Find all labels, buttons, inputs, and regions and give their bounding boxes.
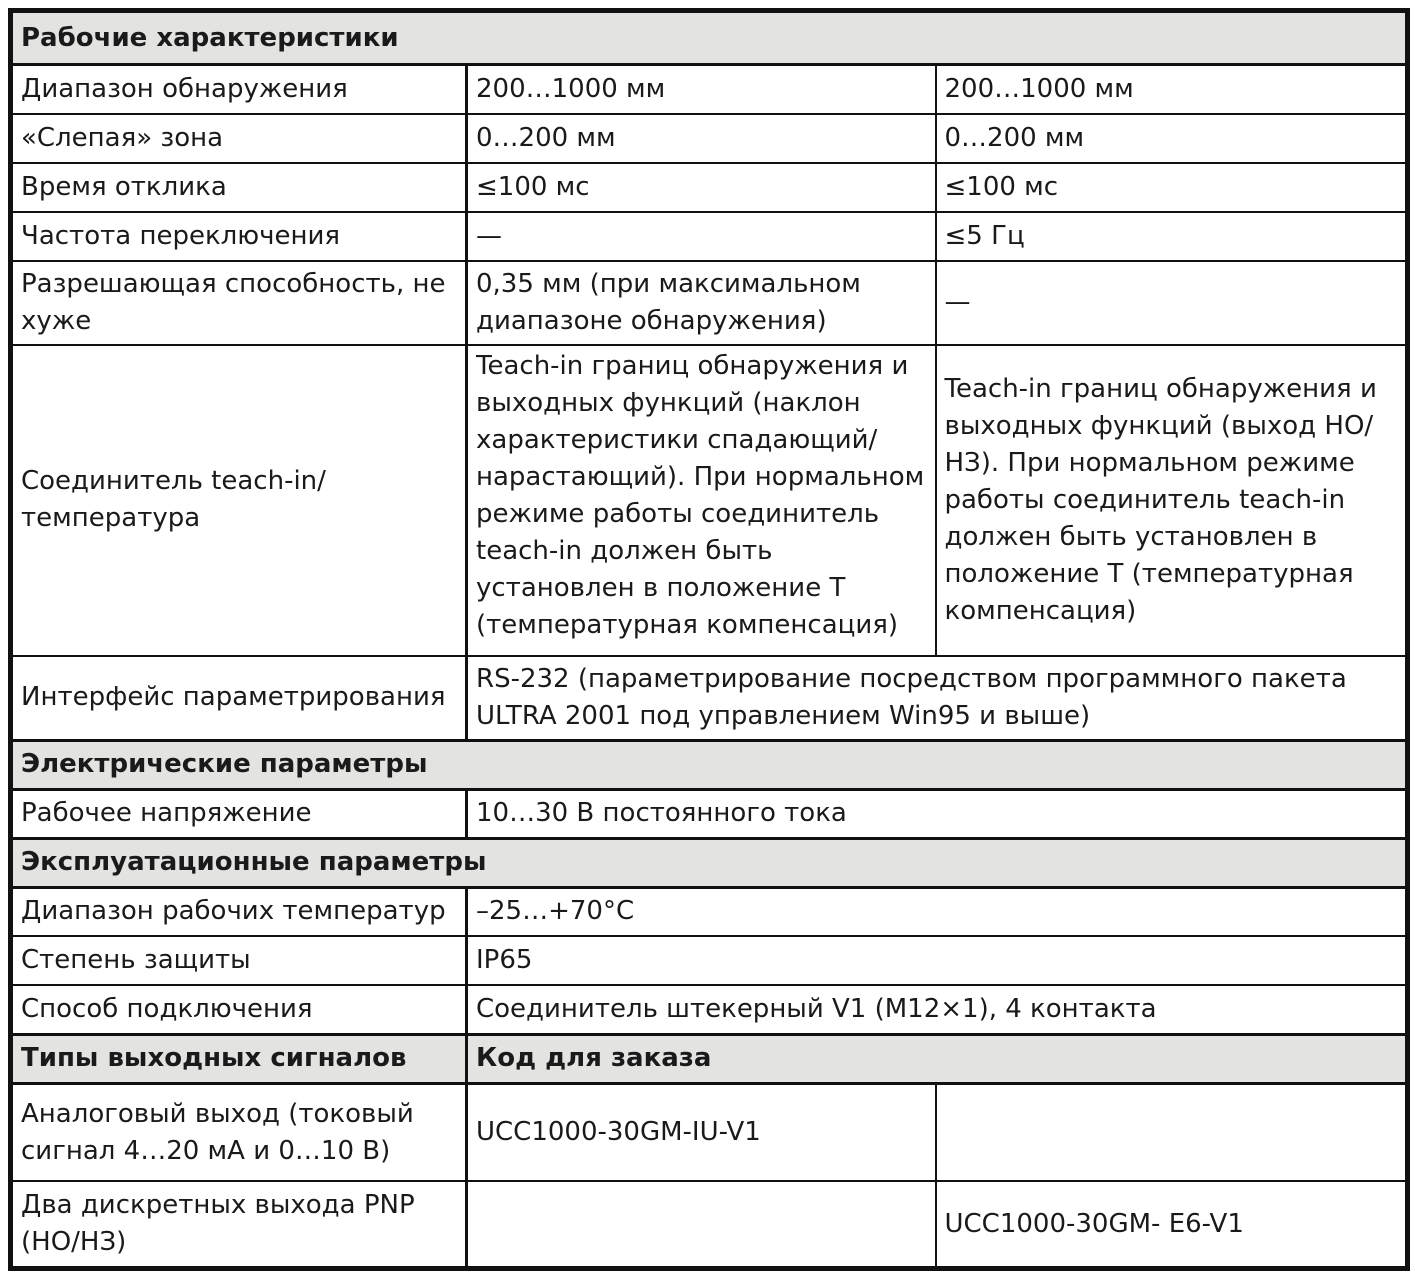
section-order	[11, 1034, 1408, 1083]
section-operating	[11, 11, 1408, 65]
label-digital-output: Два дискретных выхода PNP (НО/НЗ)	[11, 1181, 467, 1268]
value-supply-voltage: 10…30 В постоянного тока	[467, 789, 1408, 838]
value-blind-zone-1: 0…200 мм	[467, 114, 936, 163]
header-order-code: Код для заказа	[467, 1034, 1408, 1083]
label-protection: Степень защиты	[11, 936, 467, 985]
value-response-time-1: ≤100 мс	[467, 163, 936, 212]
label-resolution: Разрешающая способность, не хуже	[11, 261, 467, 345]
spec-sheet	[8, 8, 1405, 1271]
row-teach-in	[11, 345, 1408, 656]
row-switching-frequency	[11, 212, 1408, 261]
row-digital-output	[11, 1181, 1408, 1268]
section-title-exploitation: Эксплуатационные параметры	[11, 838, 1408, 887]
value-protection: IP65	[467, 936, 1408, 985]
row-response-time	[11, 163, 1408, 212]
row-temperature-range	[11, 887, 1408, 936]
section-title-operating: Рабочие характеристики	[11, 11, 1408, 65]
code-digital-output-2: UCC1000-30GM- E6-V1	[936, 1181, 1408, 1268]
specifications-table	[8, 8, 1410, 1271]
value-detection-range-1: 200…1000 мм	[467, 65, 936, 114]
value-teach-in-2: Teach-in границ обнаружения и выходных функций (выход НО/НЗ). При нормальном режиме работы соединитель teach-in должен быть установлен в положение Т (температурная компенсация)	[936, 345, 1408, 656]
code-digital-output-1	[467, 1181, 936, 1268]
code-analog-output-2	[936, 1083, 1408, 1181]
value-teach-in-1: Teach-in границ обнаружения и выходных функций (наклон характеристики спадающий/нарастающий). При нормальном режиме работы соединитель teach-in должен быть установлен в положение Т (температурная компенсация)	[467, 345, 936, 656]
label-analog-output: Аналоговый выход (токовый сигнал 4…20 мА и 0…10 В)	[11, 1083, 467, 1181]
section-exploitation	[11, 838, 1408, 887]
value-temperature-range: –25…+70°C	[467, 887, 1408, 936]
row-blind-zone	[11, 114, 1408, 163]
section-title-electrical: Электрические параметры	[11, 740, 1408, 789]
row-resolution	[11, 261, 1408, 345]
row-protection	[11, 936, 1408, 985]
value-resolution-2: —	[936, 261, 1408, 345]
row-parameter-interface	[11, 656, 1408, 740]
value-detection-range-2: 200…1000 мм	[936, 65, 1408, 114]
label-temperature-range: Диапазон рабочих температур	[11, 887, 467, 936]
label-detection-range: Диапазон обнаружения	[11, 65, 467, 114]
label-teach-in: Соединитель teach-in/ температура	[11, 345, 467, 656]
row-supply-voltage	[11, 789, 1408, 838]
row-connection	[11, 985, 1408, 1034]
value-blind-zone-2: 0…200 мм	[936, 114, 1408, 163]
label-supply-voltage: Рабочее напряжение	[11, 789, 467, 838]
section-electrical	[11, 740, 1408, 789]
label-blind-zone: «Слепая» зона	[11, 114, 467, 163]
label-connection: Способ подключения	[11, 985, 467, 1034]
header-output-types: Типы выходных сигналов	[11, 1034, 467, 1083]
value-response-time-2: ≤100 мс	[936, 163, 1408, 212]
value-connection: Соединитель штекерный V1 (M12×1), 4 контакта	[467, 985, 1408, 1034]
value-switching-frequency-2: ≤5 Гц	[936, 212, 1408, 261]
label-response-time: Время отклика	[11, 163, 467, 212]
value-switching-frequency-1: —	[467, 212, 936, 261]
value-parameter-interface: RS-232 (параметрирование посредством программного пакета ULTRA 2001 под управлением Win95 и выше)	[467, 656, 1408, 740]
value-resolution-1: 0,35 мм (при максимальном диапазоне обнаружения)	[467, 261, 936, 345]
row-analog-output	[11, 1083, 1408, 1181]
code-analog-output-1: UCC1000-30GM-IU-V1	[467, 1083, 936, 1181]
row-detection-range	[11, 65, 1408, 114]
label-parameter-interface: Интерфейс параметрирования	[11, 656, 467, 740]
label-switching-frequency: Частота переключения	[11, 212, 467, 261]
